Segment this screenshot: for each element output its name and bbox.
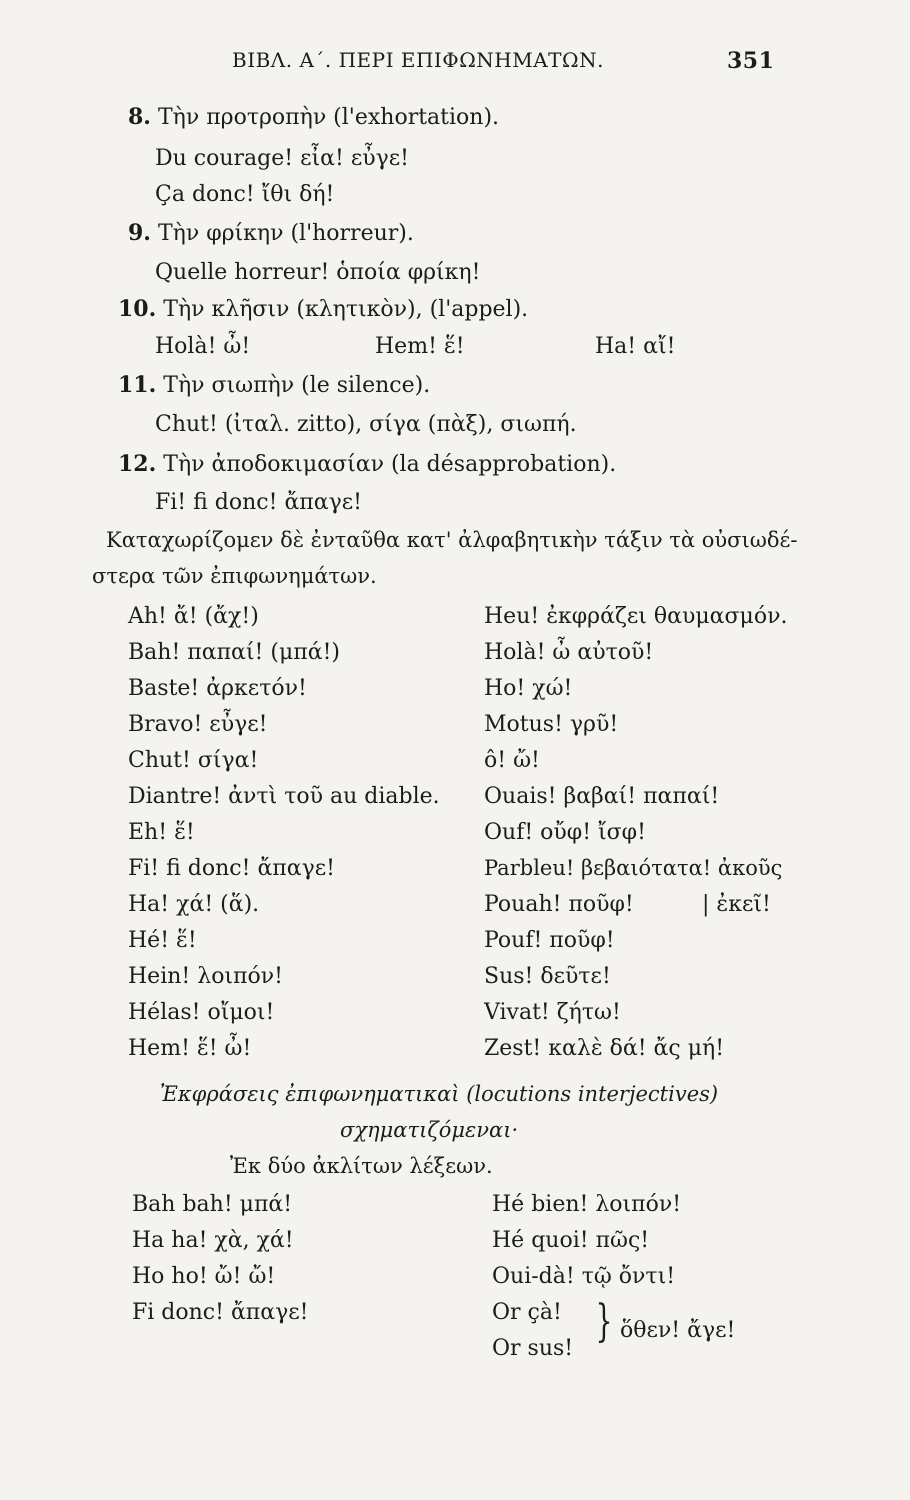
list-item: Parbleu! βεβαιότατα! ἀκοῦς — [484, 856, 783, 880]
running-header: ΒΙΒΛ. Α΄. ΠΕΡΙ ΕΠΙΦΩΝΗΜΑΤΩΝ. — [232, 48, 604, 72]
list-item: Bah bah! μπά! — [132, 1192, 293, 1217]
list-item: Hé bien! λοιπόν! — [492, 1192, 682, 1217]
list-item: Sus! δεῦτε! — [484, 964, 611, 989]
list-item: Ouais! βαβαί! παπαί! — [484, 784, 720, 809]
section-line: Hem! ἕ! — [375, 334, 465, 359]
section-12: 12. Τὴν ἀποδοκιμασίαν (la désapprobation). — [118, 451, 617, 477]
list-item: ô! ὤ! — [484, 748, 540, 773]
section-line: Ça donc! ἴθι δή! — [155, 182, 335, 207]
list-item: Or çà! — [492, 1300, 562, 1325]
list-item: Baste! ἀρκετόν! — [128, 676, 307, 701]
list-item: Heu! ἐκφράζει θαυμασμόν. — [484, 604, 788, 629]
list-item: Holà! ὦ αὐτοῦ! — [484, 640, 654, 665]
list-item: Motus! γρῦ! — [484, 712, 619, 737]
list-item: Ho ho! ὤ! ὤ! — [132, 1264, 276, 1289]
section-10: 10. Τὴν κλῆσιν (κλητικὸν), (l'appel). — [118, 296, 529, 322]
section-line: Fi! fi donc! ἄπαγε! — [155, 490, 363, 515]
list-item: Zest! καλὲ δά! ἄς μή! — [484, 1036, 725, 1061]
list-item: Fi donc! ἄπαγε! — [132, 1300, 309, 1325]
locutions-heading-2: σχηματιζόμεναι· — [340, 1118, 519, 1142]
locutions-subtitle: Ἐκ δύο ἀκλίτων λέξεων. — [230, 1154, 493, 1178]
list-item: Vivat! ζήτω! — [484, 1000, 621, 1025]
list-item: Or sus! — [492, 1336, 574, 1361]
list-item-continuation: | ἐκεῖ! — [702, 892, 771, 917]
section-line: Du courage! εἶα! εὖγε! — [155, 146, 409, 171]
list-item: Pouf! ποῦφ! — [484, 928, 615, 953]
list-item: Pouah! ποῦφ! — [484, 892, 634, 917]
section-line: Chut! (ἰταλ. zitto), σίγα (πὰξ), σιωπή. — [155, 412, 577, 437]
intro-line-2: στερα τῶν ἐπιφωνημάτων. — [92, 564, 377, 588]
list-item: Diantre! ἀντὶ τοῦ au diable. — [128, 784, 440, 809]
brace-glyph: } — [595, 1296, 613, 1347]
section-line: Holà! ὦ! — [155, 334, 251, 359]
list-item: Bravo! εὖγε! — [128, 712, 268, 737]
list-item: Ha! χά! (ἅ). — [128, 892, 260, 917]
list-item: Hein! λοιπόν! — [128, 964, 283, 989]
or-group-meaning: ὅθεν! ἄγε! — [620, 1318, 736, 1343]
section-11: 11. Τὴν σιωπὴν (le silence). — [118, 372, 431, 398]
section-8: 8. Τὴν προτροπὴν (l'exhortation). — [128, 104, 500, 130]
intro-line-1: Καταχωρίζομεν δὲ ἐνταῦθα κατ' ἀλφαβητικὴν τάξιν τὰ οὐσιωδέ- — [106, 528, 798, 552]
section-9: 9. Τὴν φρίκην (l'horreur). — [128, 220, 414, 246]
list-item: Ha ha! χὰ, χά! — [132, 1228, 294, 1253]
list-item: Hélas! οἴμοι! — [128, 1000, 275, 1025]
list-item: Oui-dà! τῷ ὄντι! — [492, 1264, 676, 1289]
list-item: Eh! ἕ! — [128, 820, 195, 845]
list-item: Hem! ἕ! ὦ! — [128, 1036, 252, 1061]
section-line: Quelle horreur! ὁποία φρίκη! — [155, 260, 481, 285]
locutions-heading: Ἐκφράσεις ἐπιφωνηματικαὶ (locutions interjectives) — [160, 1082, 719, 1106]
list-item: Chut! σίγα! — [128, 748, 259, 773]
list-item: Hé quoi! πῶς! — [492, 1228, 650, 1253]
list-item: Ah! ἄ! (ἄχ!) — [128, 604, 259, 629]
page-number: 351 — [727, 48, 775, 74]
list-item: Fi! fi donc! ἄπαγε! — [128, 856, 336, 881]
list-item: Hé! ἕ! — [128, 928, 197, 953]
section-line: Ha! αἴ! — [595, 334, 676, 359]
list-item: Bah! παπαί! (μπά!) — [128, 640, 340, 665]
list-item: Ouf! οὔφ! ἴσφ! — [484, 820, 646, 845]
list-item: Ho! χώ! — [484, 676, 573, 701]
